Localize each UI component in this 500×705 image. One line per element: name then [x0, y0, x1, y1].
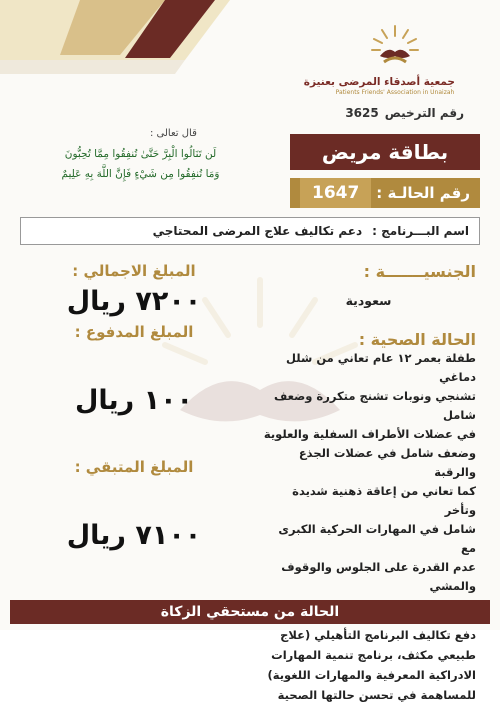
- license-info: [345, 106, 464, 120]
- association-logo: [303, 22, 455, 96]
- health-status-label: الحالة الصحية :: [358, 330, 476, 349]
- license-number: 3625: [345, 106, 379, 120]
- association-name-arabic: جمعية أصدقاء المرضى بعنيزة: [303, 76, 455, 88]
- health-status-text: [261, 349, 476, 596]
- case-number-bar: [290, 178, 480, 208]
- case-number-value: 1647: [300, 178, 371, 208]
- verse-line-2: وَمَا تُنفِقُوا مِن شَيْءٍ فَإِنَّ اللَّهَ بِهِ عَلِيمٌ: [61, 168, 220, 180]
- program-value: دعم تكاليف علاج المرضى المحتاجي: [152, 224, 363, 238]
- need-line: للمساهمة في تحسن حالتها الصحية: [277, 688, 476, 702]
- need-line: طبيعي مكثف، برنامج تنمية المهارات: [271, 648, 476, 662]
- nationality-label: الجنسيـــــــة :: [363, 262, 476, 281]
- hands-sun-icon: [368, 22, 422, 70]
- total-amount-value: ٧٢٠٠ ريال: [66, 286, 202, 317]
- need-text: [261, 625, 476, 705]
- program-label: اسم البـــرنامج :: [372, 224, 469, 238]
- need-line: دفع تكاليف البرنامج التأهيلي (علاج: [280, 628, 476, 642]
- paid-amount-label: المبلغ المدفوع :: [74, 323, 194, 341]
- health-line: وضعف شامل في عضلات الجذع والرقبة: [298, 446, 476, 479]
- verse-line-1: لَن تَنَالُوا الْبِرَّ حَتَّىٰ تُنفِقُوا مِمَّا تُحِبُّونَ: [64, 148, 217, 160]
- decorative-corner: [0, 0, 230, 90]
- health-line: شامل في المهارات الحركية الكبرى مع: [278, 522, 476, 555]
- total-amount-label: المبلغ الاجمالي :: [72, 262, 196, 280]
- license-label: رقم الترخيص: [384, 106, 464, 120]
- patient-details: [261, 262, 476, 705]
- case-number-label: رقم الحالـة :: [376, 184, 470, 202]
- health-line: عدم القدرة على الجلوس والوقوف والمشي: [281, 560, 476, 593]
- nationality-value: سعودية: [345, 293, 392, 308]
- quran-verse: [8, 144, 273, 184]
- health-line: في عضلات الأطراف السفلية والعلوية: [263, 427, 476, 441]
- remaining-amount-label: المبلغ المتبقي :: [74, 458, 194, 476]
- paid-amount-value: ١٠٠ ريال: [74, 385, 194, 416]
- card-title: بطاقة مريض: [290, 134, 480, 170]
- need-line: الادراكية المعرفية والمهارات اللغوية): [267, 668, 476, 682]
- health-line: كما تعاني من إعاقة ذهنية شديدة وتأخر: [292, 484, 476, 517]
- zakat-eligible-banner: الحالة من مستحقي الزكاة: [10, 600, 490, 624]
- health-line: طفلة بعمر ١٢ عام تعاني من شلل دماغي: [286, 351, 476, 384]
- remaining-amount-value: ٧١٠٠ ريال: [66, 520, 202, 551]
- amounts-column: [24, 262, 244, 551]
- verse-intro: قال تعالى :: [150, 128, 197, 139]
- association-name-english: Patients Friends' Association in Unaizah: [335, 89, 455, 96]
- health-line: تشنجي ونوبات تشنج متكررة وضعف شامل: [273, 389, 476, 422]
- program-field: [20, 217, 480, 245]
